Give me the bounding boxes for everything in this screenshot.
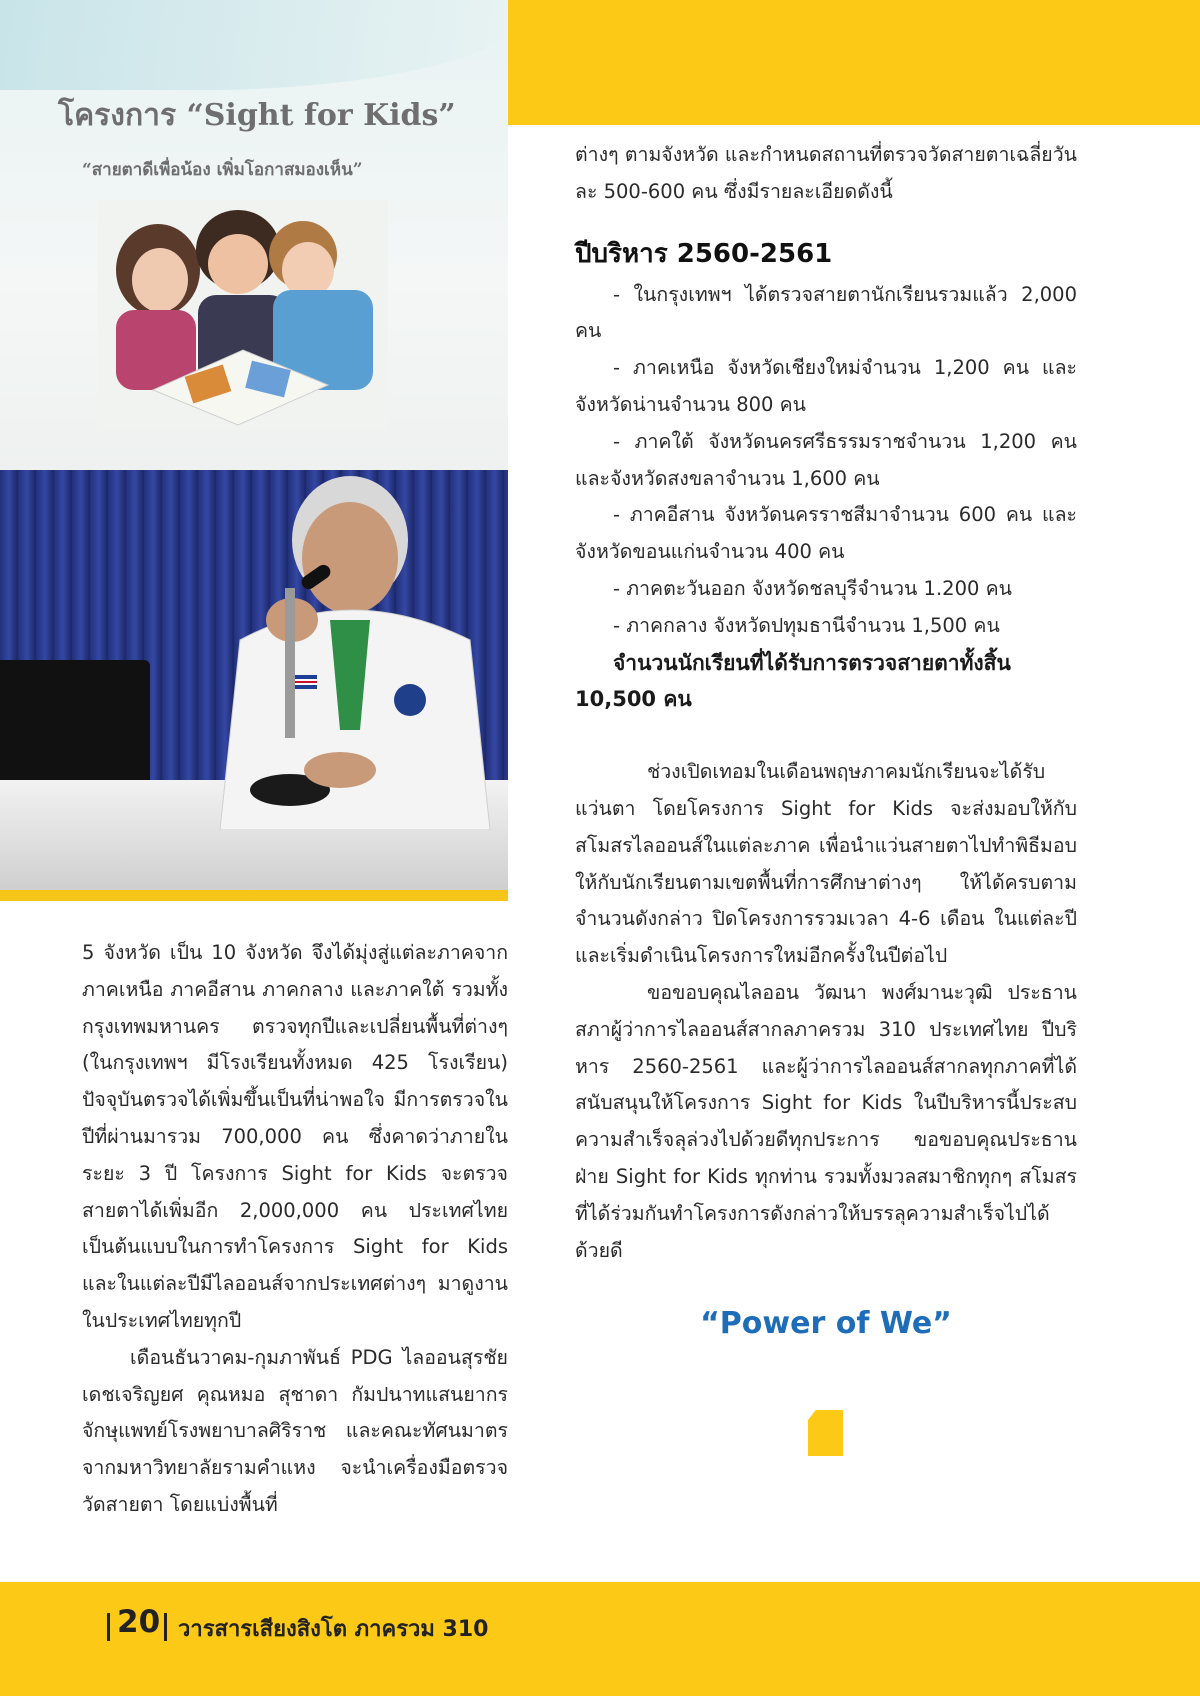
body-paragraph: 5 จังหวัด เป็น 10 จังหวัด จึงได้มุ่งสู่แต่ละภาคจากภาคเหนือ ภาคอีสาน ภาคกลาง และภาคใต้ รวมทั้งกรุงเทพมหานคร ตรวจทุกปีและเปลี่ยนพื้นที่ต่างๆ (ในกรุงเทพฯ มีโรงเรียนทั้งหมด 425 โรงเรียน) ปัจจุบันตรวจได้เพิ่มขึ้นเป็นที่น่าพอใจ มีการตรวจในปีที่ผ่านมารวม 700,000 คน ซึ่งคาดว่าภายในระยะ 3 ปี โครงการ Sight for Kids จะตรวจสายตาได้เพิ่มอีก 2,000,000 คน ประเทศไทยเป็นต้นแบบในการทำโครงการ Sight for Kids และในแต่ละปีมีไลออนส์จากประเทศต่างๆ มาดูงานในประเทศไทยทุกปี [82,941,508,1332]
photo-yellow-strip [0,890,508,901]
list-item: - ในกรุงเทพฯ ได้ตรวจสายตานักเรียนรวมแล้ว 2,000 คน [575,282,1077,343]
list-item: - ภาคตะวันออก จังหวัดชลบุรีจำนวน 1.200 คน [613,576,1012,600]
slide-decoration [0,0,508,90]
footer-divider [164,1613,167,1641]
slogan: “Power of We” [700,1306,952,1341]
publication-title: วารสารเสียงสิงโต ภาครวม 310 [178,1617,489,1642]
projection-screen [0,0,508,470]
slide-title: โครงการ “Sight for Kids” [58,98,456,133]
header-yellow-band [508,0,1200,125]
list-item: - ภาคเหนือ จังหวัดเชียงใหม่จำนวน 1,200 คน และจังหวัดน่านจำนวน 800 คน [575,356,1077,416]
speaker-figure [200,470,500,830]
page-number: 20 [117,1604,161,1640]
list-item: - ภาคอีสาน จังหวัดนครราชสีมาจำนวน 600 คน และจังหวัดขอนแก่นจำนวน 400 คน [575,503,1077,564]
intro-text: ต่างๆ ตามจังหวัด และกำหนดสถานที่ตรวจวัดสายตาเฉลี่ยวันละ 500-600 คน ซึ่งมีรายละเอียดดังนี้ [575,143,1077,203]
list-item: - ภาคกลาง จังหวัดปทุมธานีจำนวน 1,500 คน [613,613,1000,637]
list-item: - ภาคใต้ จังหวัดนครศรีธรรมราชจำนวน 1,200 คน และจังหวัดสงขลาจำนวน 1,600 คน [575,429,1077,490]
total-summary: จำนวนนักเรียนที่ได้รับการตรวจสายตาทั้งสิ้น 10,500 คน [575,650,1011,712]
article-end-mark [808,1410,843,1456]
body-paragraph: ขอขอบคุณไลออน วัฒนา พงศ์มานะวุฒิ ประธานสภาผู้ว่าการไลออนส์สากลภาครวม 310 ประเทศไทย ปีบริหาร 2560-2561 และผู้ว่าการไลออนส์สากลทุกภาคที่ได้สนับสนุนให้โครงการ Sight for Kids ในปีบริหารนี้ประสบความสำเร็จลุล่วงไปด้วยดีทุกประการ ขอขอบคุณประธานฝ่าย Sight for Kids ทุกท่าน รวมทั้งมวลสมาชิกทุกๆ สโมสรที่ได้ร่วมกันทำโครงการดังกล่าวให้บรรลุความสำเร็จไปได้ด้วยดี [575,980,1077,1262]
right-column [575,137,1077,1269]
footer-divider [107,1613,110,1641]
slide-subtitle: “สายตาดีเพื่อน้อง เพิ่มโอกาสมองเห็น” [82,160,363,180]
left-column [82,935,508,1524]
article-photo [0,0,508,890]
body-paragraph: ช่วงเปิดเทอมในเดือนพฤษภาคมนักเรียนจะได้รับแว่นตา โดยโครงการ Sight for Kids จะส่งมอบให้กับสโมสรไลออนส์ในแต่ละภาค เพื่อนำแว่นสายตาไปทำพิธีมอบให้กับนักเรียนตามเขตพื้นที่การศึกษาต่างๆ ให้ได้ครบตามจำนวนดังกล่าว ปิดโครงการรวมเวลา 4-6 เดือน ในแต่ละปี และเริ่มดำเนินโครงการใหม่อีกครั้งในปีต่อไป [575,760,1077,968]
body-paragraph: เดือนธันวาคม-กุมภาพันธ์ PDG ไลออนสุรชัย เดชเจริญยศ คุณหมอ สุชาดา กัมปนาทแสนยากร จักษุแพทย์โรงพยาบาลศิริราช และคณะทัศนมาตร จากมหาวิทยาลัยรามคำแหง จะนำเครื่องมือตรวจวัดสายตา โดยแบ่งพื้นที่ [82,1345,508,1516]
section-title: ปีบริหาร 2560-2561 [575,238,833,269]
children-reading-image [98,200,388,430]
